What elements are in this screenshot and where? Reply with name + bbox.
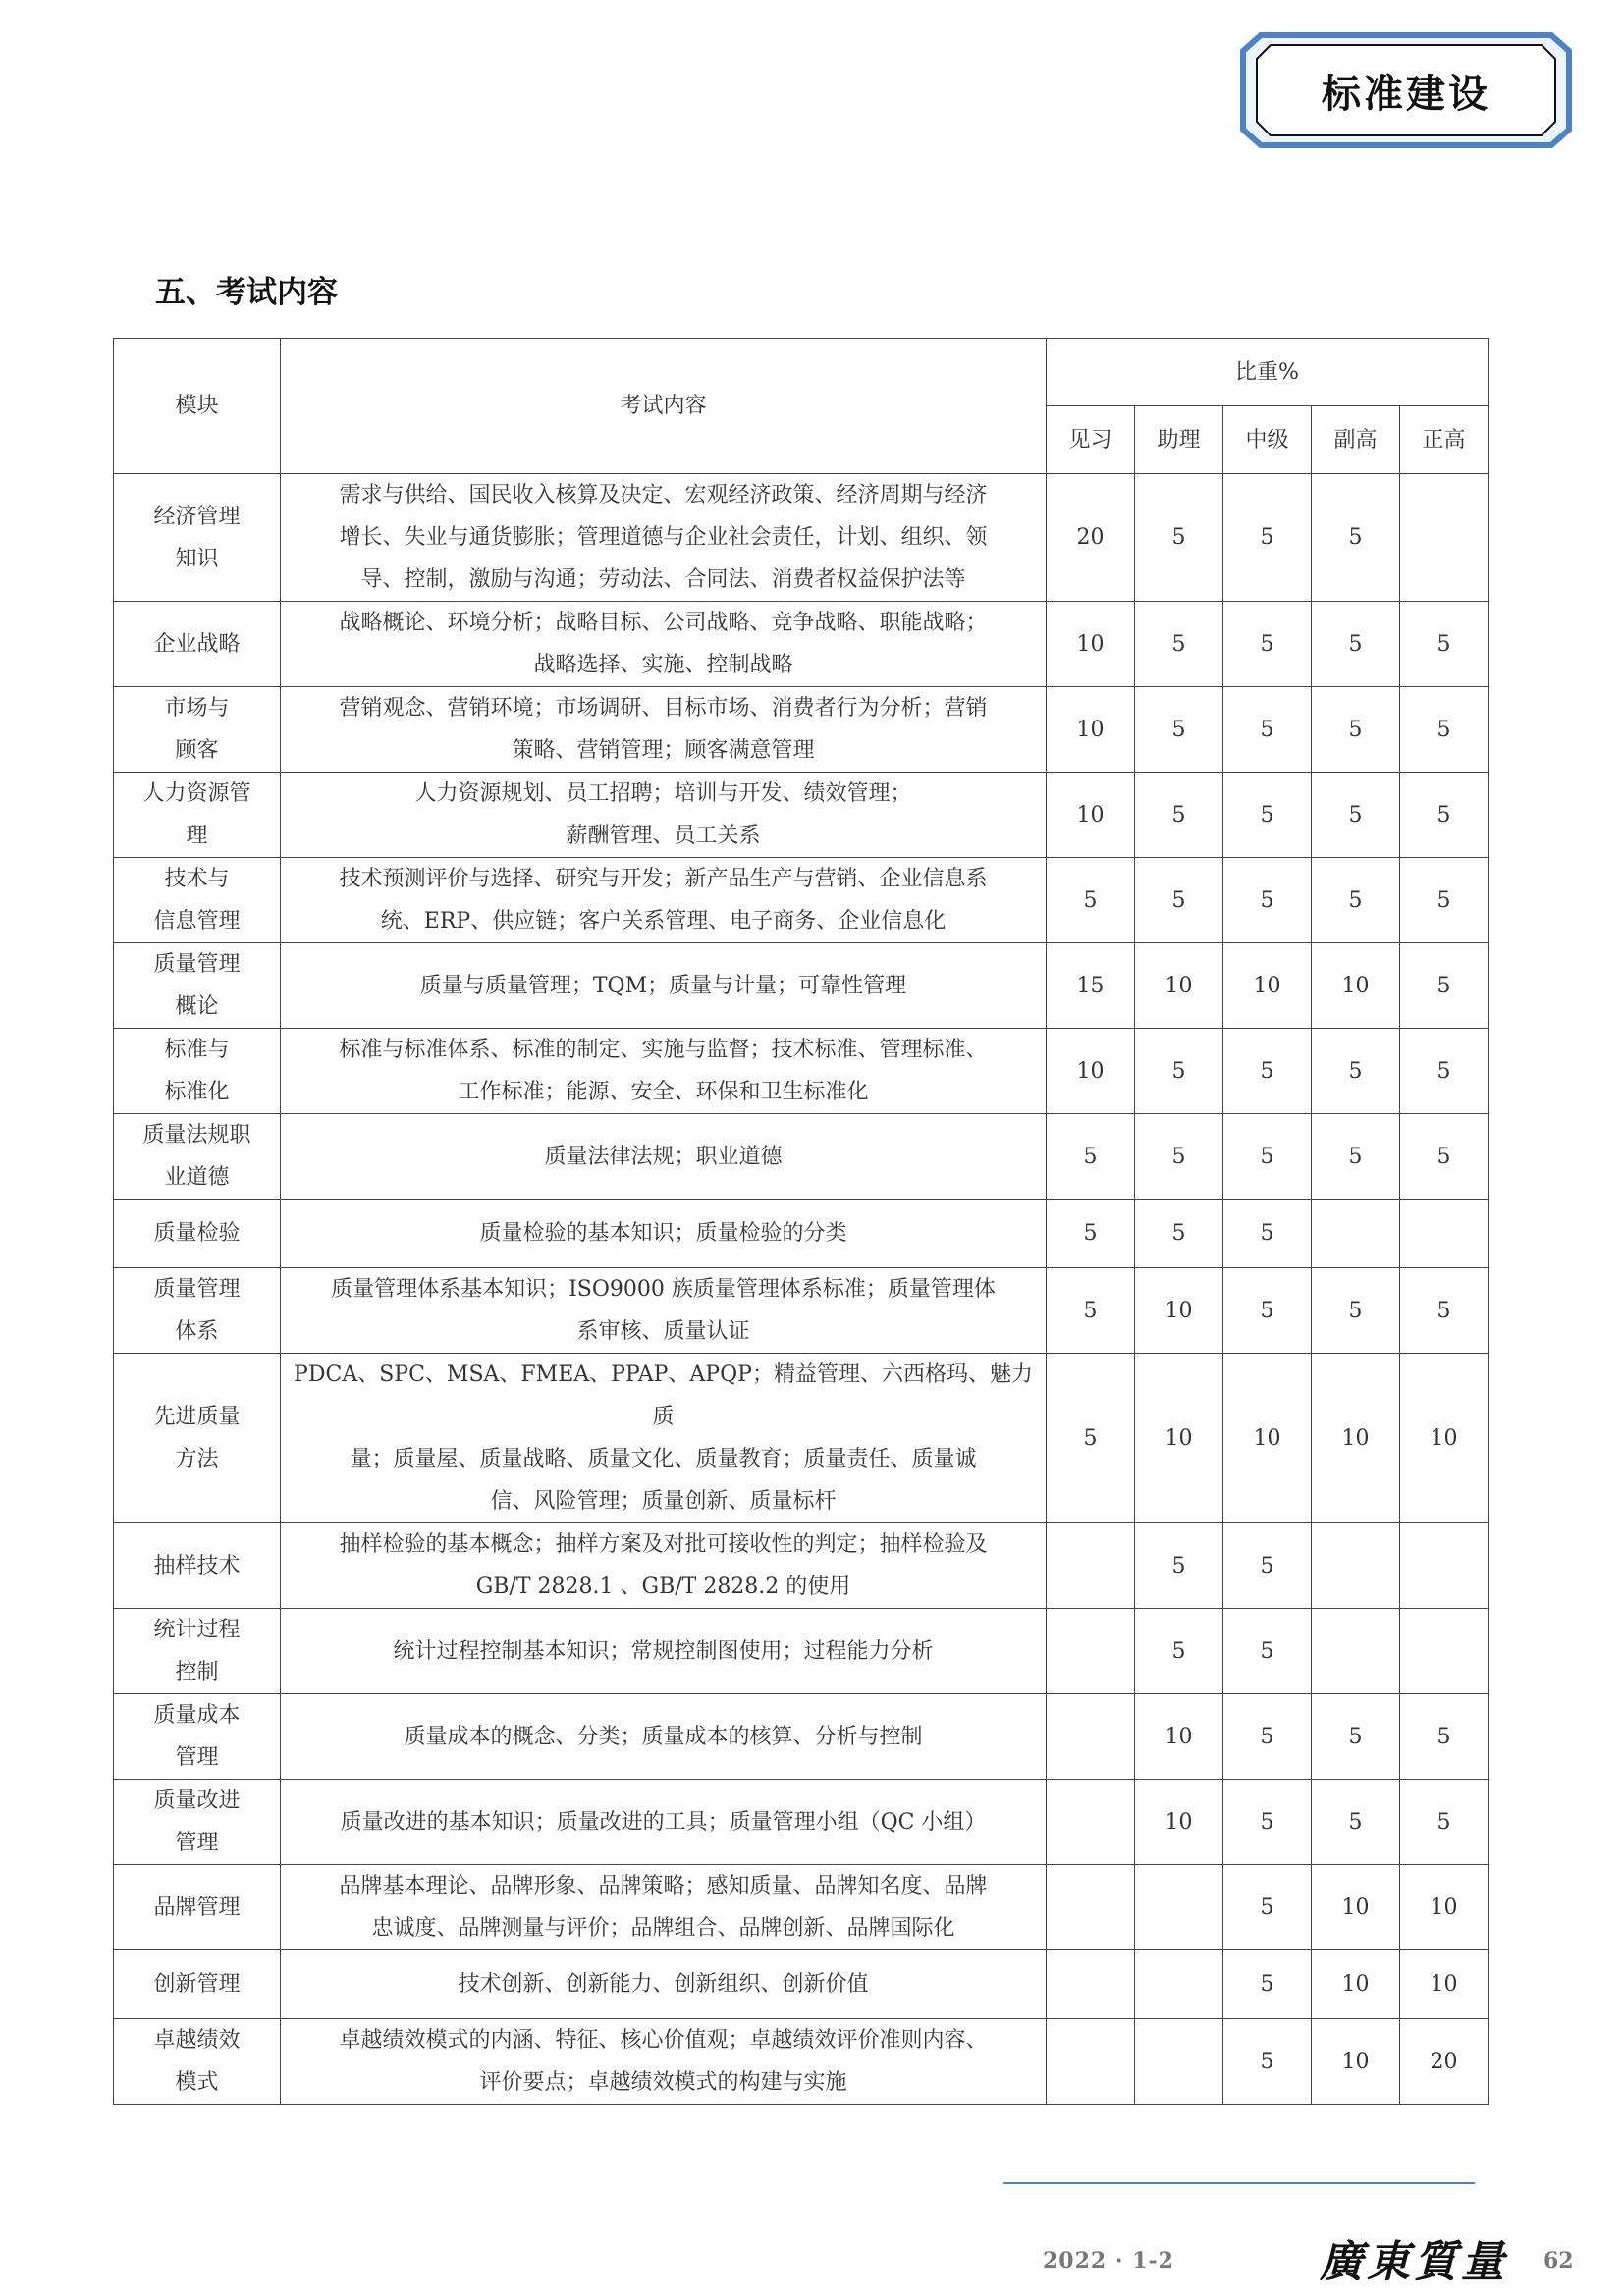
content-line: 技术创新、创新能力、创新组织、创新价值: [458, 1972, 869, 1997]
module-line: 品牌管理: [153, 1895, 241, 1920]
content-line: 质量成本的概念、分类；质量成本的核算、分析与控制: [404, 1724, 923, 1749]
weight-cell: 5: [1400, 1268, 1489, 1354]
table-row: [114, 1865, 1489, 1950]
weight-cell: 10: [1135, 1354, 1223, 1523]
table-row: [114, 687, 1489, 773]
header-level: 正高: [1400, 406, 1489, 474]
weight-cell: 5: [1047, 1200, 1135, 1268]
weight-cell: 5: [1135, 474, 1223, 602]
weight-cell: 5: [1312, 1268, 1400, 1354]
content-line: 战略选择、实施、控制战略: [533, 653, 793, 677]
weight-cell: 5: [1135, 602, 1223, 687]
module-line: 企业战略: [153, 631, 241, 657]
module-cell: [114, 474, 281, 602]
weight-cell: 5: [1312, 1694, 1400, 1780]
weight-cell: 5: [1400, 1694, 1489, 1780]
content-line: GB/T 2828.1 、GB/T 2828.2 的使用: [475, 1575, 851, 1599]
weight-cell: 10: [1400, 1354, 1489, 1523]
content-line: 质量法律法规；职业道德: [544, 1144, 783, 1169]
weight-cell: 10: [1135, 943, 1223, 1029]
weight-cell: 5: [1312, 474, 1400, 602]
weight-cell: 5: [1047, 1354, 1135, 1523]
content-cell: [281, 1523, 1047, 1609]
weight-cell: 5: [1135, 1200, 1223, 1268]
weight-cell: [1135, 1950, 1223, 2019]
weight-cell: 5: [1223, 1200, 1312, 1268]
module-line: 抽样技术: [153, 1553, 241, 1578]
module-cell: [114, 1694, 281, 1780]
module-line: 经济管理: [153, 504, 241, 529]
exam-content-table: [113, 338, 1489, 2105]
weight-cell: 5: [1400, 1029, 1489, 1114]
module-line: 业道德: [164, 1165, 230, 1190]
weight-cell: [1047, 1780, 1135, 1865]
header-level: 助理: [1135, 406, 1223, 474]
module-line: 质量改进: [153, 1789, 241, 1813]
weight-cell: [1047, 2019, 1135, 2105]
content-line: PDCA、SPC、MSA、FMEA、PPAP、APQP；精益管理、六西格玛、魅力质: [294, 1362, 1033, 1429]
module-line: 人力资源管: [142, 781, 251, 806]
weight-cell: 20: [1047, 474, 1135, 602]
content-line: 统计过程控制基本知识；常规控制图使用；过程能力分析: [393, 1638, 934, 1664]
weight-cell: 5: [1047, 1114, 1135, 1200]
content-line: 忠诚度、品牌测量与评价；品牌组合、品牌创新、品牌国际化: [371, 1916, 955, 1941]
content-line: 战略概论、环境分析；战略目标、公司战略、竞争战略、职能战略；: [339, 611, 988, 635]
module-line: 概论: [175, 994, 219, 1019]
weight-cell: 10: [1223, 1354, 1312, 1523]
table-row: [114, 1268, 1489, 1354]
weight-cell: [1400, 1609, 1489, 1694]
footer-divider: [1003, 2182, 1475, 2184]
weight-cell: [1312, 1609, 1400, 1694]
table-row: [114, 1354, 1489, 1523]
weight-cell: [1135, 2019, 1223, 2105]
module-line: 管理: [175, 1831, 219, 1855]
weight-cell: 5: [1223, 773, 1312, 858]
module-cell: [114, 1950, 281, 2019]
table-row: [114, 602, 1489, 687]
weight-cell: 10: [1312, 1950, 1400, 2019]
content-line: 标准与标准体系、标准的制定、实施与监督；技术标准、管理标准、: [339, 1038, 988, 1062]
content-cell: [281, 943, 1047, 1029]
table-row: [114, 1694, 1489, 1780]
weight-cell: [1400, 474, 1489, 602]
weight-cell: 5: [1223, 1029, 1312, 1114]
table-row: [114, 858, 1489, 943]
header-level: 副高: [1312, 406, 1400, 474]
module-line: 质量管理: [153, 952, 241, 977]
weight-cell: 10: [1400, 1865, 1489, 1950]
weight-cell: 10: [1312, 2019, 1400, 2105]
content-line: 工作标准；能源、安全、环保和卫生标准化: [458, 1080, 869, 1104]
weight-cell: [1047, 1950, 1135, 2019]
module-line: 质量检验: [153, 1221, 241, 1246]
weight-cell: [1312, 1523, 1400, 1609]
weight-cell: 5: [1135, 1523, 1223, 1609]
module-cell: [114, 687, 281, 773]
weight-cell: 15: [1047, 943, 1135, 1029]
content-line: 人力资源规划、员工招聘；培训与开发、绩效管理；: [414, 781, 912, 806]
module-line: 知识: [175, 546, 219, 571]
module-cell: [114, 943, 281, 1029]
module-cell: [114, 1114, 281, 1200]
magazine-logo: 廣東質量: [1320, 2237, 1508, 2287]
table-row: [114, 1609, 1489, 1694]
module-line: 方法: [175, 1447, 219, 1471]
content-line: 质量改进的基本知识；质量改进的工具；质量管理小组（QC 小组）: [340, 1809, 987, 1835]
weight-cell: 10: [1312, 1865, 1400, 1950]
table-row: [114, 1780, 1489, 1865]
weight-cell: [1135, 1865, 1223, 1950]
weight-cell: 5: [1312, 858, 1400, 943]
weight-cell: 5: [1312, 773, 1400, 858]
content-cell: [281, 602, 1047, 687]
content-cell: [281, 1780, 1047, 1865]
weight-cell: 5: [1400, 858, 1489, 943]
weight-cell: 5: [1223, 1865, 1312, 1950]
module-cell: [114, 2019, 281, 2105]
module-line: 质量法规职: [142, 1123, 251, 1148]
header-level: 中级: [1223, 406, 1312, 474]
module-line: 统计过程: [153, 1618, 241, 1642]
weight-cell: [1400, 1200, 1489, 1268]
section-title: 五、考试内容: [155, 275, 338, 310]
weight-cell: [1047, 1694, 1135, 1780]
page-number: 62: [1543, 2248, 1574, 2273]
weight-cell: 5: [1400, 1780, 1489, 1865]
weight-cell: [1312, 1200, 1400, 1268]
module-line: 管理: [175, 1745, 219, 1770]
content-cell: [281, 1114, 1047, 1200]
weight-cell: 5: [1135, 687, 1223, 773]
module-cell: [114, 1865, 281, 1950]
content-line: 卓越绩效模式的内涵、特征、核心价值观；卓越绩效评价准则内容、: [339, 2028, 988, 2053]
module-line: 体系: [175, 1319, 219, 1344]
weight-cell: 10: [1047, 602, 1135, 687]
module-cell: [114, 1029, 281, 1114]
weight-cell: 5: [1135, 1609, 1223, 1694]
module-line: 模式: [175, 2070, 219, 2095]
module-line: 控制: [175, 1660, 219, 1684]
weight-cell: 20: [1400, 2019, 1489, 2105]
content-line: 技术预测评价与选择、研究与开发；新产品生产与营销、企业信息系: [339, 867, 988, 891]
weight-cell: 10: [1047, 773, 1135, 858]
weight-cell: 10: [1312, 1354, 1400, 1523]
module-cell: [114, 1268, 281, 1354]
module-cell: [114, 1354, 281, 1523]
content-cell: [281, 474, 1047, 602]
content-line: 质量检验的基本知识；质量检验的分类: [479, 1221, 847, 1246]
weight-cell: 5: [1135, 858, 1223, 943]
content-line: 需求与供给、国民收入核算及决定、宏观经济政策、经济周期与经济: [339, 483, 988, 507]
weight-cell: 5: [1223, 858, 1312, 943]
table-row: [114, 1950, 1489, 2019]
content-cell: [281, 1950, 1047, 2019]
content-cell: [281, 2019, 1047, 2105]
content-line: 策略、营销管理；顾客满意管理: [512, 738, 815, 763]
module-line: 理: [186, 824, 208, 848]
weight-cell: 5: [1400, 943, 1489, 1029]
weight-cell: 5: [1223, 1609, 1312, 1694]
content-cell: [281, 1694, 1047, 1780]
weight-cell: 5: [1223, 1268, 1312, 1354]
weight-cell: 10: [1223, 943, 1312, 1029]
weight-cell: [1047, 1865, 1135, 1950]
weight-cell: 5: [1047, 858, 1135, 943]
weight-cell: 5: [1312, 1780, 1400, 1865]
module-cell: [114, 1609, 281, 1694]
table-row: [114, 474, 1489, 602]
content-line: 量；质量屋、质量战略、质量文化、质量教育；质量责任、质量诚: [350, 1447, 977, 1471]
module-line: 质量管理: [153, 1277, 241, 1302]
content-cell: [281, 858, 1047, 943]
weight-cell: [1400, 1523, 1489, 1609]
content-cell: [281, 1609, 1047, 1694]
weight-cell: 5: [1223, 1950, 1312, 2019]
weight-cell: 10: [1400, 1950, 1489, 2019]
module-cell: [114, 773, 281, 858]
table-row: [114, 2019, 1489, 2105]
weight-cell: 5: [1312, 1029, 1400, 1114]
table-row: [114, 943, 1489, 1029]
weight-cell: 5: [1400, 1114, 1489, 1200]
header-level: 见习: [1047, 406, 1135, 474]
weight-cell: 5: [1135, 1114, 1223, 1200]
module-line: 卓越绩效: [153, 2028, 241, 2053]
content-line: 品牌基本理论、品牌形象、品牌策略；感知质量、品牌知名度、品牌: [339, 1874, 988, 1898]
content-cell: [281, 1354, 1047, 1523]
section-badge: [1239, 31, 1573, 149]
content-line: 评价要点；卓越绩效模式的构建与实施: [479, 2070, 847, 2095]
module-line: 顾客: [175, 738, 219, 763]
module-line: 技术与: [164, 867, 230, 891]
weight-cell: 5: [1135, 773, 1223, 858]
weight-cell: 5: [1223, 1780, 1312, 1865]
content-line: 营销观念、营销环境；市场调研、目标市场、消费者行为分析；营销: [339, 696, 988, 721]
module-line: 标准与: [164, 1038, 230, 1062]
content-line: 质量管理体系基本知识；ISO9000 族质量管理体系标准；质量管理体: [331, 1277, 996, 1302]
weight-cell: 10: [1047, 687, 1135, 773]
content-line: 导、控制，激励与沟通；劳动法、合同法、消费者权益保护法等: [360, 567, 966, 592]
weight-cell: 10: [1135, 1694, 1223, 1780]
module-cell: [114, 602, 281, 687]
module-line: 信息管理: [153, 909, 241, 934]
content-cell: [281, 687, 1047, 773]
content-line: 信、风险管理；质量创新、质量标杆: [490, 1489, 837, 1514]
weight-cell: 5: [1223, 2019, 1312, 2105]
weight-cell: 10: [1047, 1029, 1135, 1114]
weight-cell: 5: [1400, 602, 1489, 687]
content-line: 质量与质量管理；TQM；质量与计量；可靠性管理: [419, 973, 907, 998]
weight-cell: 5: [1312, 602, 1400, 687]
weight-cell: [1047, 1523, 1135, 1609]
badge-label: 标准建设: [1322, 71, 1490, 117]
header-content: 考试内容: [281, 339, 1047, 474]
table-row: [114, 1114, 1489, 1200]
module-line: 市场与: [164, 696, 230, 721]
content-line: 系审核、质量认证: [576, 1319, 750, 1344]
weight-cell: 10: [1312, 943, 1400, 1029]
content-cell: [281, 1200, 1047, 1268]
table-row: [114, 773, 1489, 858]
weight-cell: 5: [1312, 1114, 1400, 1200]
module-cell: [114, 1200, 281, 1268]
content-cell: [281, 1865, 1047, 1950]
module-line: 质量成本: [153, 1703, 241, 1728]
weight-cell: [1047, 1609, 1135, 1694]
content-cell: [281, 1029, 1047, 1114]
module-line: 先进质量: [153, 1405, 241, 1429]
module-cell: [114, 1780, 281, 1865]
content-line: 薪酬管理、员工关系: [566, 824, 761, 848]
weight-cell: 5: [1223, 602, 1312, 687]
weight-cell: 5: [1047, 1268, 1135, 1354]
header-weight: 比重%: [1047, 339, 1489, 406]
weight-cell: 5: [1400, 687, 1489, 773]
module-cell: [114, 858, 281, 943]
content-cell: [281, 1268, 1047, 1354]
weight-cell: 5: [1400, 773, 1489, 858]
weight-cell: 5: [1135, 1029, 1223, 1114]
content-cell: [281, 773, 1047, 858]
weight-cell: 5: [1223, 474, 1312, 602]
table-row: [114, 1200, 1489, 1268]
weight-cell: 5: [1223, 1694, 1312, 1780]
table-row: [114, 1523, 1489, 1609]
content-line: 抽样检验的基本概念；抽样方案及对批可接收性的判定；抽样检验及: [339, 1532, 988, 1557]
weight-cell: 10: [1135, 1780, 1223, 1865]
module-cell: [114, 1523, 281, 1609]
table-row: [114, 1029, 1489, 1114]
weight-cell: 10: [1135, 1268, 1223, 1354]
weight-cell: 5: [1223, 1114, 1312, 1200]
module-line: 标准化: [164, 1080, 230, 1104]
content-line: 增长、失业与通货膨胀；管理道德与企业社会责任，计划、组织、领: [339, 525, 988, 550]
issue-date: 2022 · 1-2: [1043, 2248, 1174, 2273]
module-line: 创新管理: [153, 1972, 241, 1997]
weight-cell: 5: [1223, 1523, 1312, 1609]
weight-cell: 5: [1223, 687, 1312, 773]
weight-cell: 5: [1312, 687, 1400, 773]
content-line: 统、ERP、供应链；客户关系管理、电子商务、企业信息化: [380, 909, 947, 934]
header-module: 模块: [114, 339, 281, 474]
